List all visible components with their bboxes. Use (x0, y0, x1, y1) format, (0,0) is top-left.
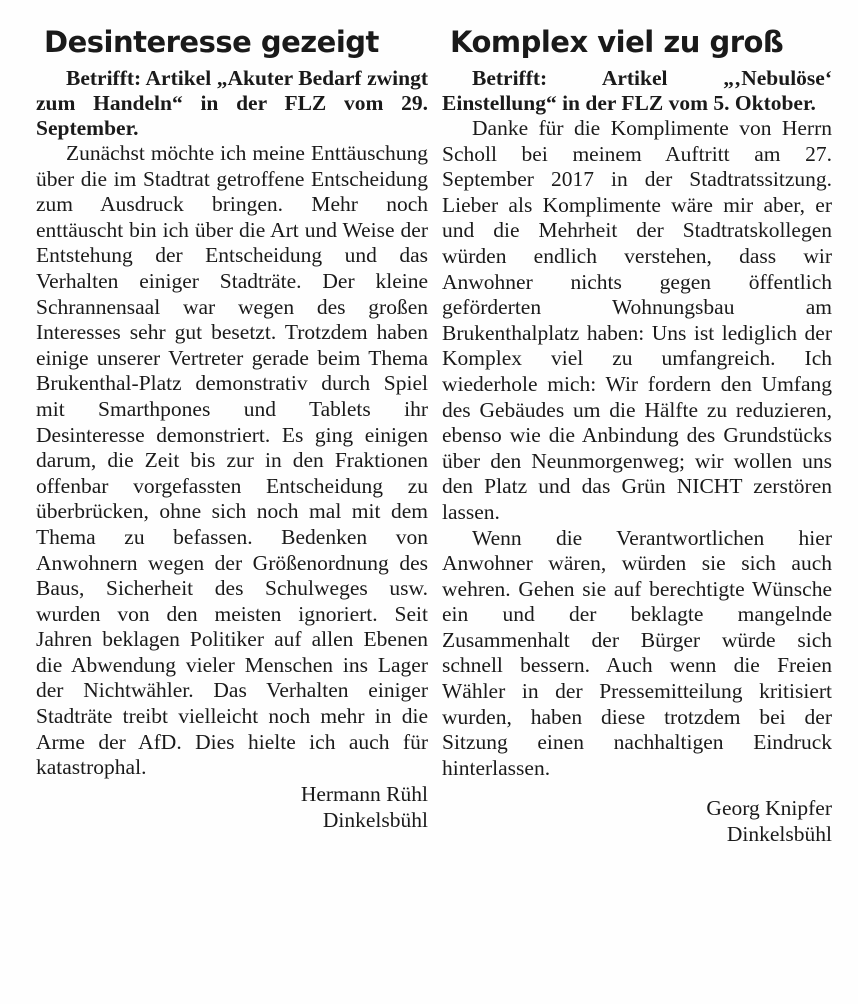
letter-right-body (442, 116, 832, 781)
letter-right-subhead: Betrifft: Artikel „‚Nebulöse‘ Einstellung“ in der FLZ vom 5. Oktober. (442, 66, 832, 115)
letter-left-author: Hermann Rühl (300, 781, 428, 806)
letter-left-body (36, 141, 428, 781)
letter-right-headline: Komplex viel zu groß (450, 25, 784, 59)
letter-right (442, 22, 832, 847)
letter-left-subhead: Betrifft: Artikel „Akuter Bedarf zwingt zum Handeln“ in der FLZ vom 29. September. (36, 66, 428, 140)
letter-right-city: Dinkelsbühl (726, 822, 832, 847)
letter-left-signature (36, 781, 428, 833)
letter-right-paragraph-1: Danke für die Komplimente von Herrn Scholl bei meinem Auftritt am 27. September 2017 in der Stadtratssitzung. Lieber als Komplimente wäre mir aber, er und die Mehrheit der Stadtratskollegen würden endlich verstehen, dass wir Anwohner nichts gegen öffentlich geförderten Wohnungsbau am Brukenthalplatz haben: Uns ist lediglich der Komplex viel zu umfangreich. Ich wiederhole mich: Wir fordern den Umfang des Gebäudes um die Hälfte zu reduzieren, ebenso wie die Anbindung des Grundstücks über den Neunmorgenweg; wir wollen uns den Platz und das Grün NICHT zerstören lassen. (442, 116, 832, 524)
letter-right-signature (442, 795, 832, 847)
letter-left-headline: Desinteresse gezeigt (44, 25, 379, 59)
letter-left-paragraph-1: Zunächst möchte ich meine Enttäuschung über die im Stadtrat getroffene Entscheidung zum Ausdruck bringen. Mehr noch enttäuscht bin ich über die Art und Weise der Entstehung der Entscheidung und das Verhalten einiger Stadträte. Der kleine Schrannensaal war wegen des großen Interesses sehr gut besetzt. Trotzdem haben einige unserer Vertreter gerade beim Thema Brukenthal-Platz demonstrativ durch Spiel mit Smarthpones und Tablets ihr Desinteresse demonstriert. Es ging einigen darum, die Zeit bis zur in den Fraktionen offenbar vorgefassten Entscheidung zu überbrücken, ohne sich noch mal mit dem Thema zu befassen. Bedenken von Anwohnern wegen der Größenordnung des Baus, Sicherheit des Schulweges usw. wurden von den meisten ignoriert. Seit Jahren beklagen Politiker auf allen Ebenen die Abwendung vieler Menschen ins Lager der Nichtwähler. Das Verhalten einiger Stadträte treibt vielleicht noch mehr in die Arme der AfD. Dies hielte ich auch für katastrophal. (36, 141, 428, 780)
letter-left (36, 22, 428, 833)
letter-right-paragraph-2: Wenn die Verantwortlichen hier Anwohner wären, würden sie sich auch wehren. Gehen sie auf berechtigte Wünsche ein und der beklagte mangelnde Zusammenhalt der Bürger würde sich schnell bessern. Auch wenn die Freien Wähler in der Pressemitteilung kritisiert wurden, haben diese trotzdem bei der Sitzung einen nachhaltigen Eindruck hinterlassen. (442, 525, 832, 780)
letter-left-city: Dinkelsbühl (322, 807, 428, 832)
letter-right-author: Georg Knipfer (706, 796, 832, 821)
